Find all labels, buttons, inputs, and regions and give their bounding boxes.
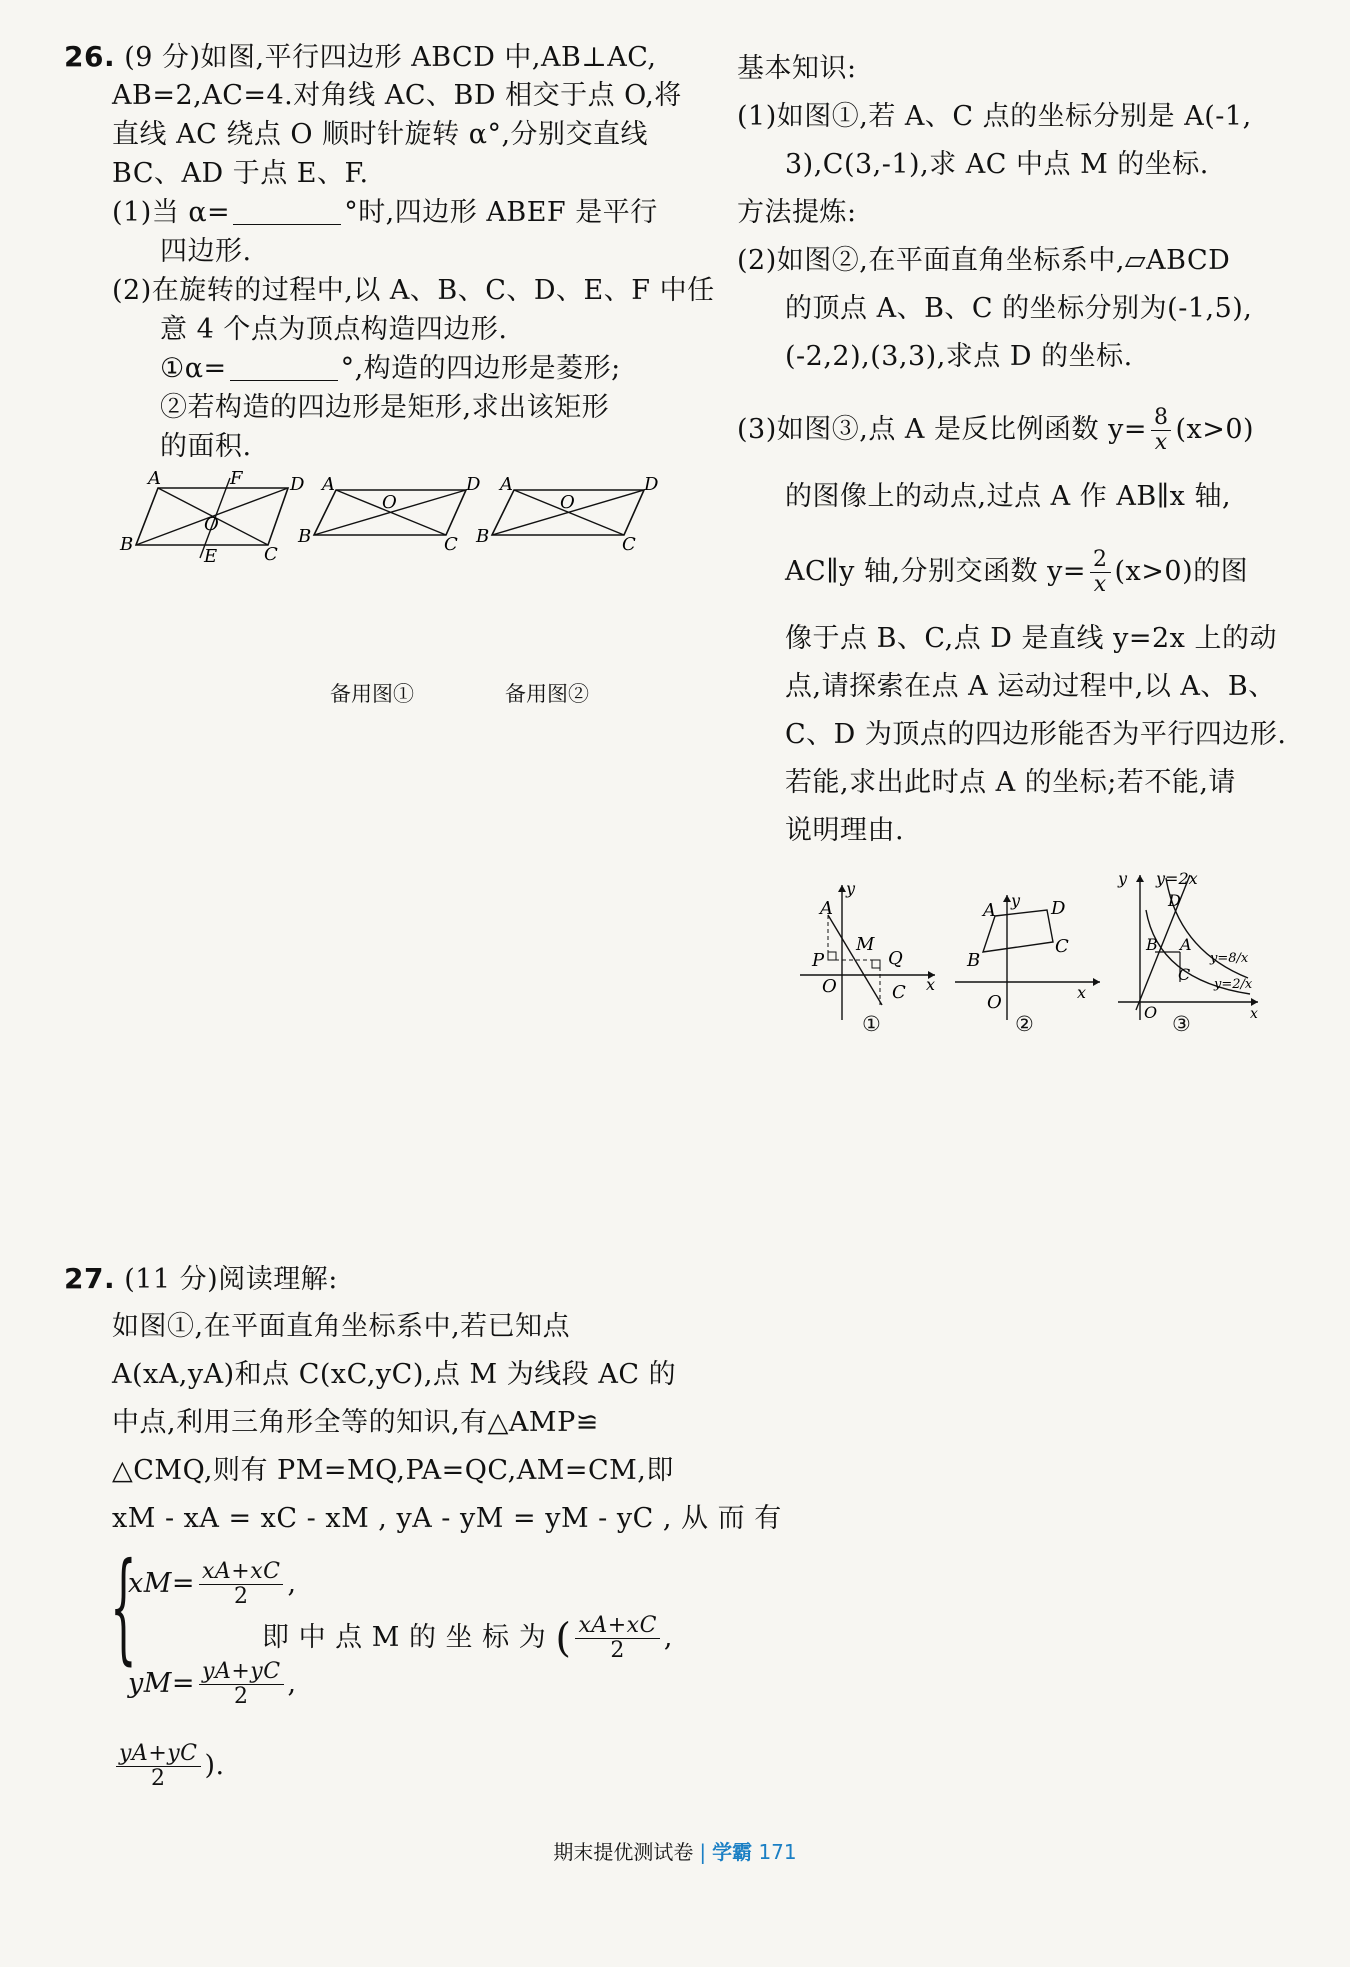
svg-text:Q: Q bbox=[888, 948, 903, 969]
svg-text:A: A bbox=[820, 898, 833, 919]
q27-line-3: 中点,利用三角形全等的知识,有△AMP≌ bbox=[112, 1407, 599, 1438]
heading-method: 方法提炼: bbox=[737, 197, 857, 228]
svg-text:B: B bbox=[1146, 935, 1158, 954]
svg-text:O: O bbox=[987, 992, 1002, 1013]
r-p3-line5: 点,请探索在点 A 运动过程中,以 A、B、 bbox=[785, 671, 1276, 702]
svg-text:x: x bbox=[926, 975, 936, 994]
svg-text:O: O bbox=[822, 976, 837, 997]
system-x: xM= $\frac{xA+xC}{2}$ , bbox=[128, 1559, 297, 1609]
r-p3-line6: C、D 为顶点的四边形能否为平行四边形. bbox=[785, 719, 1287, 750]
r-p3-line8: 说明理由. bbox=[785, 815, 905, 846]
q26-part1-line2: 四边形. bbox=[160, 236, 252, 267]
q27-title: 27. (11 分)阅读理解: bbox=[64, 1262, 338, 1295]
svg-text:D: D bbox=[466, 474, 481, 495]
svg-text:B: B bbox=[967, 950, 981, 971]
svg-text:C: C bbox=[1178, 965, 1191, 984]
svg-text:x: x bbox=[1250, 1006, 1258, 1022]
svg-text:A: A bbox=[500, 474, 513, 495]
label-B: B bbox=[120, 534, 134, 555]
answer-blank-2[interactable] bbox=[230, 354, 338, 381]
midpoint-text: 即 中 点 M 的 坐 标 为 ( $\frac{xA+xC}{2}$ , bbox=[262, 1613, 673, 1663]
svg-text:y: y bbox=[846, 879, 856, 898]
svg-text:x: x bbox=[1077, 983, 1087, 1002]
caption-fig-3: ③ bbox=[1172, 1012, 1191, 1036]
svg-text:y=2/x: y=2/x bbox=[1214, 977, 1253, 992]
r-p3-line2: 的图像上的动点,过点 A 作 AB∥x 轴, bbox=[785, 481, 1232, 512]
q27-line-4: △CMQ,则有 PM=MQ,PA=QC,AM=CM,即 bbox=[112, 1455, 674, 1486]
q26-line-3: 直线 AC 绕点 O 顺时针旋转 α°,分别交直线 bbox=[112, 119, 649, 150]
svg-text:A: A bbox=[1180, 935, 1192, 954]
q26-part1: (1)当 α= °时,四边形 ABEF 是平行 bbox=[112, 197, 658, 228]
r-p1-line2: 3),C(3,-1),求 AC 中点 M 的坐标. bbox=[785, 149, 1209, 180]
q26-part2-b-line2: 的面积. bbox=[160, 431, 252, 462]
q26-part2-a: ①α= °,构造的四边形是菱形; bbox=[160, 353, 621, 384]
q26-figures bbox=[118, 470, 658, 575]
svg-text:D: D bbox=[644, 474, 658, 495]
figure-1-coordinate bbox=[800, 879, 935, 1020]
q27-number: 27. bbox=[64, 1262, 116, 1295]
q26-main-figure bbox=[119, 470, 305, 567]
svg-text:O: O bbox=[382, 492, 397, 513]
q27-line-2: A(xA,yA)和点 C(xC,yC),点 M 为线段 AC 的 bbox=[112, 1359, 677, 1390]
label-E: E bbox=[204, 546, 218, 567]
midpoint-y-coord: $\frac{yA+yC}{2}$ ). bbox=[112, 1742, 225, 1791]
r-p3-line3: AC∥y 轴,分别交函数 y= $\frac{2}{x}$ (x>0)的图 bbox=[785, 547, 1249, 597]
q26-line-2: AB=2,AC=4.对角线 AC、BD 相交于点 O,将 bbox=[112, 80, 682, 111]
svg-text:M: M bbox=[856, 934, 875, 955]
svg-text:y: y bbox=[1118, 870, 1128, 888]
r-p1-line1: (1)如图①,若 A、C 点的坐标分别是 A(-1, bbox=[737, 101, 1252, 132]
spare-figure-2 bbox=[475, 474, 658, 555]
label-D: D bbox=[290, 474, 305, 495]
svg-text:C: C bbox=[892, 982, 906, 1003]
q27-line-1: 如图①,在平面直角坐标系中,若已知点 bbox=[112, 1311, 571, 1342]
footer-title: 期末提优测试卷 bbox=[553, 1840, 694, 1864]
q26-number: 26. bbox=[64, 40, 116, 73]
q26-line-4: BC、AD 于点 E、F. bbox=[112, 158, 369, 189]
q26-part2-b-line1: ②若构造的四边形是矩形,求出该矩形 bbox=[160, 392, 610, 423]
label-F: F bbox=[230, 470, 243, 489]
caption-fig-2: ② bbox=[1015, 1012, 1034, 1036]
fraction-2-over-x: $\frac{2}{x}$ bbox=[1090, 548, 1111, 597]
label-A: A bbox=[148, 470, 161, 489]
figure-2-parallelogram bbox=[955, 891, 1100, 1020]
svg-text:A: A bbox=[983, 900, 996, 921]
svg-text:A: A bbox=[322, 474, 335, 495]
page-footer: 期末提优测试卷 | 学霸 171 bbox=[553, 1840, 797, 1864]
label-C: C bbox=[264, 544, 278, 565]
r-p3-line1: (3)如图③,点 A 是反比例函数 y= $\frac{8}{x}$ (x>0) bbox=[737, 405, 1255, 455]
heading-basic-knowledge: 基本知识: bbox=[737, 53, 857, 84]
svg-text:C: C bbox=[444, 534, 458, 555]
system-y: yM= $\frac{yA+yC}{2}$ , bbox=[128, 1659, 297, 1709]
label-O: O bbox=[204, 514, 219, 535]
figure-3-functions bbox=[1117, 870, 1258, 1022]
q26-part2-line2: 意 4 个点为顶点构造四边形. bbox=[160, 314, 508, 345]
caption-fig-1: ① bbox=[862, 1012, 881, 1036]
caption-spare-2: 备用图② bbox=[505, 682, 589, 706]
caption-spare-1: 备用图① bbox=[330, 682, 414, 706]
svg-text:D: D bbox=[1051, 898, 1066, 919]
svg-text:C: C bbox=[622, 534, 636, 555]
svg-text:y: y bbox=[1011, 891, 1021, 910]
r-p2-line2: 的顶点 A、B、C 的坐标分别为(-1,5), bbox=[785, 293, 1253, 324]
svg-text:O: O bbox=[1144, 1003, 1158, 1022]
svg-text:y=8/x: y=8/x bbox=[1210, 951, 1249, 966]
svg-text:O: O bbox=[560, 492, 575, 513]
r-p3-line4: 像于点 B、C,点 D 是直线 y=2x 上的动 bbox=[785, 623, 1277, 654]
r-p2-line3: (-2,2),(3,3),求点 D 的坐标. bbox=[785, 341, 1133, 372]
r-p2-line1: (2)如图②,在平面直角坐标系中,▱ABCD bbox=[737, 245, 1231, 276]
svg-text:B: B bbox=[476, 526, 490, 547]
fraction-8-over-x: $\frac{8}{x}$ bbox=[1151, 406, 1172, 455]
svg-text:C: C bbox=[1055, 936, 1069, 957]
q27-line-5: xM - xA = xC - xM , yA - yM = yM - yC , 从 而 有 bbox=[112, 1503, 782, 1534]
svg-text:B: B bbox=[298, 526, 312, 547]
system-brace: { bbox=[110, 1538, 137, 1677]
spare-figure-1 bbox=[297, 474, 481, 555]
svg-text:D: D bbox=[1168, 891, 1181, 910]
page-number: 171 bbox=[758, 1840, 797, 1864]
r-p3-line7: 若能,求出此时点 A 的坐标;若不能,请 bbox=[785, 767, 1236, 798]
answer-blank-1[interactable] bbox=[233, 198, 341, 225]
q26-line-1: 26. (9 分)如图,平行四边形 ABCD 中,AB⊥AC, bbox=[64, 40, 657, 73]
svg-text:P: P bbox=[812, 950, 825, 971]
q26-part2-line1: (2)在旋转的过程中,以 A、B、C、D、E、F 中任 bbox=[112, 275, 715, 306]
svg-text:y=2x: y=2x bbox=[1156, 870, 1198, 888]
footer-brand: 学霸 bbox=[712, 1840, 753, 1864]
